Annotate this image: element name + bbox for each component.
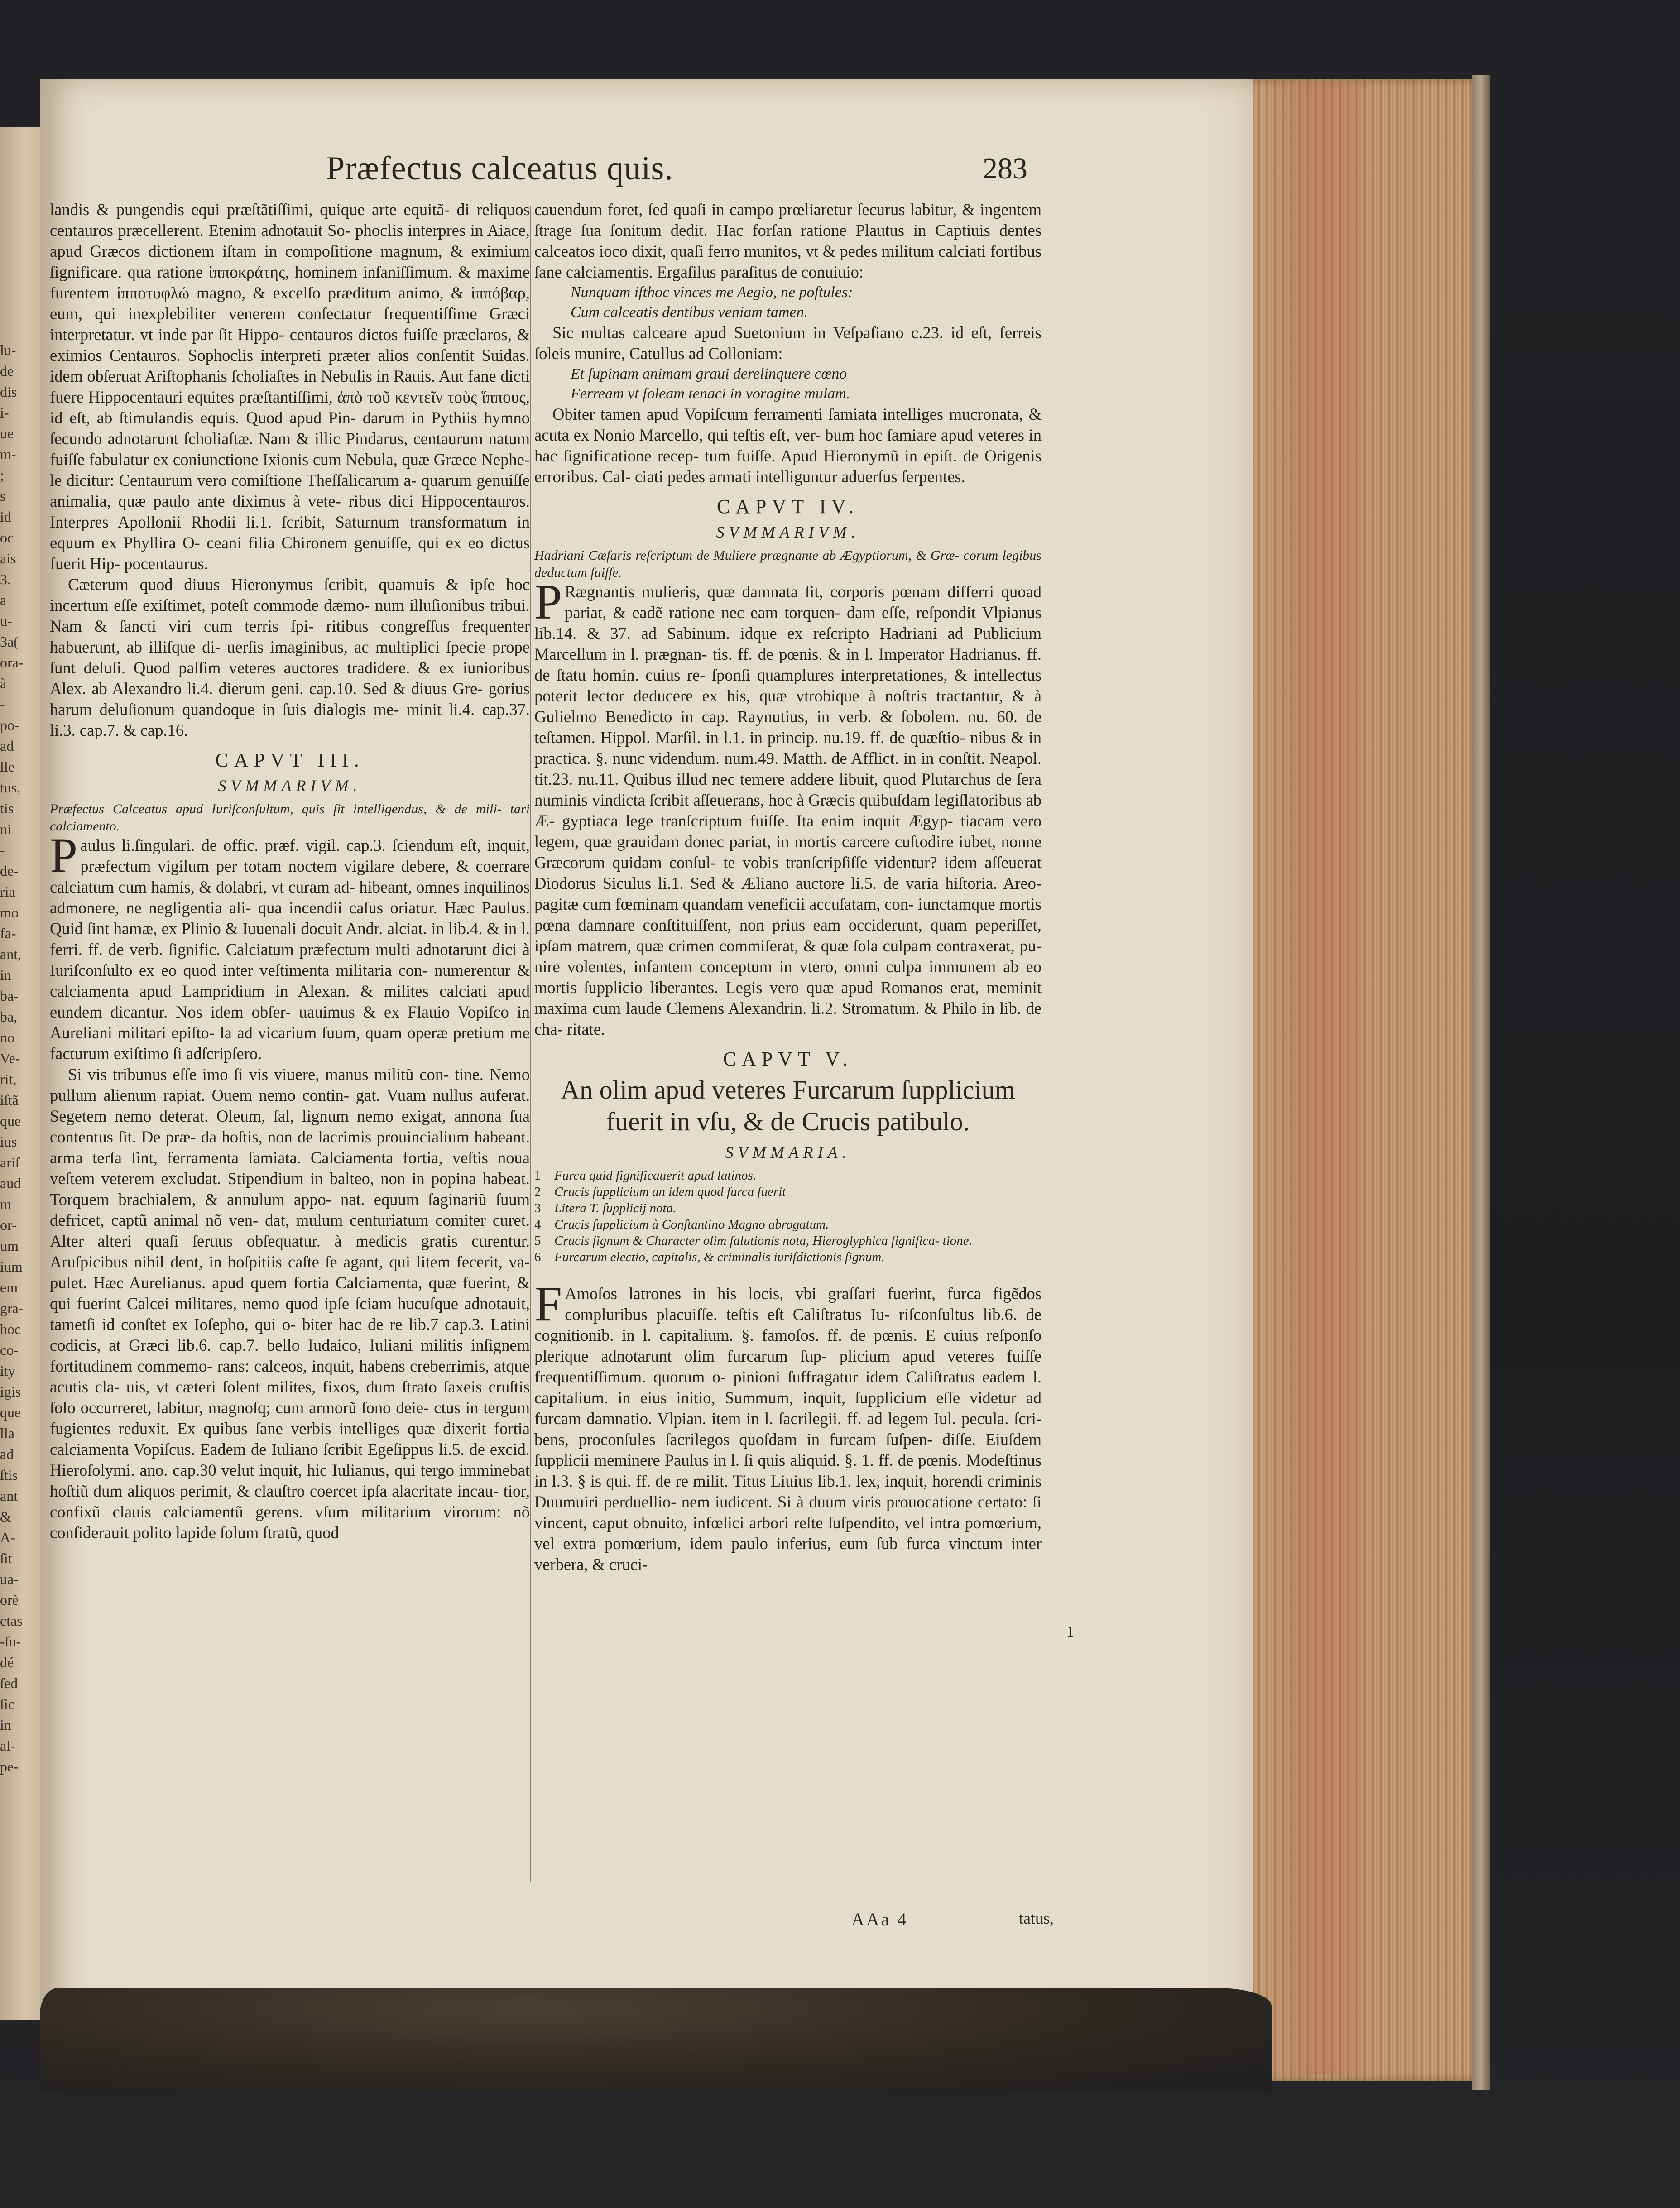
summary-item-text: Crucis ſupplicium an idem quod furca fuerit bbox=[554, 1185, 786, 1199]
paragraph: Si vis tribunus eſſe imo ſi vis viuere, manus militũ con- tine. Nemo pullum alienum rapiat. Ouem nemo contin- gat. Vuam nullus auferat. Segetem nemo deterat. Oleum, ſal, lignum nemo exigat, annona ſua contentus ſit. De præ- da hoſtis, non de lacrimis prouincialium habeant. arma terſa ſint, ferramenta ſamiata. Calciamenta fortia, veſtis noua veſtem veterem excludat. Stipendium in balteo, non in popina habeat. Torquem brachialem, & annulum appo- nat. equum ſaginariũ ſuum defricet, captũ animal nõ ven- dat, mulum centuriatum comiter curet. Alter alteri quaſi ſeruus obſequatur. à medicis gratis curentur. Aruſpicibus nihil dent, in hoſpitiis caſte ſe agant, qui litem fecerit, va- pulet. Hæc Aurelianus. apud quem fortia Calciamenta, quæ fuerint, & qui fuerint Calcei militares, nemo quod ipſe ſciam hucuſque adnotauit, tametſi id conſtet ex Ioſepho, qui o- biter hac de re lib.7 cap.3. Latini codicis, at Græci lib.6. cap.7. bello Iudaico, Iuliani militis inſignem fortitudinem commemo- rans: calceos, inquit, habens creberrimis, atque acutis cla- uis, vt cæteri ſolent milites, fixos, dum ſtrato ſaxeis cruſtis ſolo occurreret, labitur, magnoſq; cum armorũ ſono deie- ctus in tergum fugientes reduxit. Ex quibus ſane verbis intelliges quæ dixerit fortia calciamenta Vopiſcus. Eadem de Iuliano ſcribit Egeſippus li.5. de excid. Hieroſolymi. ano. cap.30 velut inquit, hic Iulianus, qui tergo imminebat hoſtiũ dum aliquos perimit, & clauſtro coercet ipſa alacritate incau- tior, confixũ clauis calciamentũ gerens. vſum militarium virorum: nõ conſiderauit polito lapide ſolum ſtratũ, quod bbox=[50, 1065, 530, 1542]
margin-fragment: Ve- bbox=[0, 1050, 20, 1066]
summary-list-item bbox=[534, 1167, 1042, 1184]
paragraph: cauendum foret, ſed quaſi in campo prœliaretur ſecurus labitur, & ingentem ſtrage ſua ſonitum dedit. Hac forſan ratione Plautus in Captiuis dentes calceatos ioco dixit, quaſi ferro munitos, vt & pedes militum calciati fortibus ſane calciamentis. Ergaſilus paraſitus de conuiuio: bbox=[534, 200, 1042, 281]
margin-fragment: po- bbox=[0, 717, 19, 733]
margin-fragment: ant bbox=[0, 1488, 18, 1504]
chapter-heading: CAPVT III. bbox=[215, 749, 365, 771]
margin-fragment: ; bbox=[0, 467, 4, 483]
margin-fragment: u- bbox=[0, 613, 12, 629]
margin-fragment: a bbox=[0, 592, 7, 608]
summary-list-item bbox=[534, 1249, 1042, 1265]
margin-fragment: or- bbox=[0, 1217, 17, 1233]
margin-fragment: igis bbox=[0, 1383, 21, 1400]
catchword: tatus, bbox=[1019, 1909, 1054, 1927]
margin-fragment: ua- bbox=[0, 1571, 19, 1587]
margin-fragment: in bbox=[0, 1717, 11, 1733]
summary-list-item bbox=[534, 1184, 1042, 1200]
summary-item-text: Litera T. ſupplicij nota. bbox=[554, 1201, 677, 1215]
paragraph: PRægnantis mulieris, quæ damnata ſit, corporis pœnam differri quoad pariat, & eadẽ ratione nec eam torquen- dam eſſe, reſpondit Vlpianus lib.14. & 37. ad Sabinum. idque ex reſcripto Hadriani ad Publicium Marcellum in l. prægnan- tis. ff. de pœnis. & in l. Imperator Hadrianus. ff. de ſtatu homin. cuius re- ſponſi quamplures interpretationes, & intellectus poterit lector deducere ex his, quæ vtrobique à noſtris tractantur, & à Gulielmo Benedicto in cap. Raynutius, in verb. & ſobolem. nu. 60. de teſtamen. Hippol. Marſil. in l.1. in princip. nu.19. ff. de quæſtio- nibus & in practica. §. nunc videndum. num.49. Matth. de Afflict. in in conſtit. Neapol. tit.23. nu.11. Quibus illud nec temere addere libuit, quod Plutarchus de ſera numinis vindicta ſcribit aſſeuerans, hoc à Græcis quibuſdam legiſlatoribus ab Æ- gyptiaca lege tranſcriptum fuiſſe. Ita enim inquit Ægyp- tiacam vero legem, quæ grauidam donec pariat, in mortis carcere cuſtodire iubet, nonne Græcorum quidam conſul- te vobis tranſcripſiſſe videntur? idem aſſeuerat Diodorus Siculus li.1. Sed & Æliano auctore li.5. de varia hiſtoria. Areo- pagitæ cum fœminam quandam veneficii accuſatam, con- iunctamque mortis pœna damnare conſtituiſſent, non prius eam occiderunt, quam peperiſſet, ipſam matrem, quæ crimen commiſerat, & quæ ſola culpam contraxerat, pu- nire volentes, infantem conceptum in vtero, omni culpa immunem ab eo mortis ſupplicio liberantes. Legis vero quæ apud Romanos erat, meminit maxima cum laude Clemens Alexandrin. li.2. Stromatum. & Philo in lib. de cha- ritate. bbox=[534, 574, 1042, 1038]
margin-fragment: lu- bbox=[0, 342, 16, 358]
marginal-note-number: 1 bbox=[1066, 1623, 1074, 1640]
margin-fragment: em bbox=[0, 1279, 18, 1296]
margin-fragment: ſic bbox=[0, 1696, 14, 1712]
summary-text: Hadriani Cæſaris reſcriptum de Muliere prægnante ab Ægyptiorum, & Græ- corum legibus deductum fuiſſe. bbox=[534, 548, 1042, 580]
margin-fragment: ariſ bbox=[0, 1154, 19, 1171]
margin-fragment: ctas bbox=[0, 1613, 23, 1629]
left-column bbox=[50, 199, 530, 1543]
margin-fragment: à bbox=[0, 675, 7, 691]
margin-fragment: dis bbox=[0, 384, 17, 400]
summary-text: Præfectus Calceatus apud Iuriſconſultum, quis ſit intelligendus, & de mili- tari calciamento. bbox=[50, 802, 530, 834]
left-page-margin-text bbox=[0, 340, 40, 1777]
margin-fragment: hoc bbox=[0, 1321, 21, 1337]
chapter-title: An olim apud veteres Furcarum ſupplicium fuerit in vſu, & de Crucis patibulo. bbox=[561, 1075, 1015, 1136]
margin-fragment: rit, bbox=[0, 1071, 17, 1087]
margin-fragment: tus, bbox=[0, 779, 21, 796]
margin-fragment: -ſu- bbox=[0, 1633, 21, 1650]
summary-item-number: 5 bbox=[534, 1234, 541, 1248]
paragraph: Obiter tamen apud Vopiſcum ferramenti ſamiata intelliges mucronata, & acuta ex Nonio Marcello, qui teſtis eſt, ver- bum hoc ſamiare apud veteres in hac ſignificatione recep- tum fuiſſe. Apud Hieronymũ in epiſt. de Origenis erroribus. Cal- ciati pedes armati intelliguntur aduerſus ſerpentes. bbox=[534, 405, 1042, 486]
summary-item-text: Crucis ſignum & Character olim ſalutionis nota, Hieroglyphica ſignifica- tione. bbox=[554, 1234, 972, 1248]
verse-line: Et ſupinam animam graui derelinquere cœno bbox=[571, 365, 847, 382]
margin-fragment: ue bbox=[0, 425, 14, 442]
margin-fragment: ſit bbox=[0, 1550, 12, 1566]
margin-fragment: oc bbox=[0, 529, 14, 546]
margin-fragment: id bbox=[0, 509, 11, 525]
margin-fragment: gra- bbox=[0, 1300, 24, 1316]
page-number: 283 bbox=[983, 152, 1027, 185]
margin-fragment: ius bbox=[0, 1133, 17, 1150]
margin-fragment: ria bbox=[0, 883, 15, 900]
margin-fragment: ium bbox=[0, 1258, 23, 1275]
margin-fragment: A- bbox=[0, 1529, 15, 1546]
margin-fragment: um bbox=[0, 1238, 19, 1254]
summary-item-number: 3 bbox=[534, 1201, 541, 1215]
running-head: Præfectus calceatus quis. bbox=[326, 150, 673, 187]
margin-fragment: m- bbox=[0, 446, 16, 462]
column-rule bbox=[530, 206, 531, 1882]
summary-list-item bbox=[534, 1200, 1042, 1216]
summary-item-number: 1 bbox=[534, 1168, 541, 1183]
margin-fragment: ſed bbox=[0, 1675, 18, 1691]
margin-fragment: fa- bbox=[0, 925, 16, 941]
margin-fragment: ity bbox=[0, 1363, 15, 1379]
margin-fragment: m bbox=[0, 1196, 11, 1212]
margin-fragment: iſtã bbox=[0, 1092, 19, 1108]
summary-heading: SVMMARIVM. bbox=[716, 523, 860, 541]
summary-item-number: 2 bbox=[534, 1185, 541, 1199]
margin-fragment: pe- bbox=[0, 1758, 19, 1775]
margin-fragment: de- bbox=[0, 863, 19, 879]
margin-fragment: orè bbox=[0, 1592, 19, 1608]
fore-edge-red-tint bbox=[1263, 82, 1381, 2074]
margin-fragment: ora- bbox=[0, 654, 24, 671]
paragraph: FAmoſos latrones in his locis, vbi graſſari fuerint, furca figẽdos compluribus placuiſſe. teſtis eſt Caliſtratus Iu- riſconſultus lib.6. de cognitionib. in l. capitalium. §. famoſos. ff. de pœnis. E cuius reſponſo plerique adnotarunt olim furcarum ſup- plicium apud veteres fuiſſe frequentiſſimum. quorum o- pinioni ſuffragatur idem Caliſtratus eadem l. capitalium. in eius initio, Summum, inquit, ſupplicium eſſe videtur ad furcam damnatio. Vlpian. item in l. ſacrilegii. ff. ad legem Iul. pecula. ſcri- bens, proconſules ſacrilegos quoſdam in furcam ſuſpen- diſſe. Eiuſdem ſupplicii meminere Paulus in l. ſi quis aliquid. §. 1. ff. de pœnis. Modeſtinus in l.3. § is qui. ff. de re milit. Titus Liuius lib.1. lex, inquit, horendi criminis Duumuiri perduellio- nem iudicent. Si à duum viris prouocatione certato: ſi vincent, caput obnuito, infœlici arbori reſte ſuſpendito, vel intra pomœrium, vel extra pomœrium, idem paulo inferius, eum ſub furca vinctum inter verbera, & cruci- bbox=[534, 1276, 1042, 1574]
summary-item-number: 4 bbox=[534, 1217, 541, 1232]
margin-fragment: al- bbox=[0, 1738, 15, 1754]
margin-fragment: ba, bbox=[0, 1008, 18, 1025]
signature-mark: AAa 4 bbox=[851, 1909, 908, 1930]
margin-fragment: i- bbox=[0, 404, 9, 421]
margin-fragment: ſtis bbox=[0, 1467, 18, 1483]
margin-fragment: ais bbox=[0, 550, 16, 566]
margin-fragment: s bbox=[0, 488, 6, 504]
margin-fragment: ni bbox=[0, 821, 11, 837]
verse-line: Ferream vt ſoleam tenaci in voragine mulam. bbox=[571, 385, 850, 402]
right-column bbox=[534, 199, 1042, 1575]
verse-line: Nunquam iſthoc vinces me Aegio, ne poſtules: bbox=[571, 284, 853, 301]
summary-list-item bbox=[534, 1233, 1042, 1249]
margin-fragment: ba- bbox=[0, 988, 19, 1004]
paragraph: Sic multas calceare apud Suetonium in Veſpaſiano c.23. id eſt, ferreis ſoleis munire, Catullus ad Colloniam: bbox=[534, 323, 1042, 363]
summary-heading: SVMMARIA. bbox=[725, 1143, 851, 1162]
book-cover-board bbox=[1472, 75, 1490, 2090]
margin-fragment: ad bbox=[0, 738, 14, 754]
summary-list bbox=[534, 1167, 1042, 1265]
chapter-heading: CAPVT IV. bbox=[716, 495, 859, 518]
margin-fragment: ant, bbox=[0, 946, 22, 962]
summary-item-number: 6 bbox=[534, 1250, 541, 1264]
margin-fragment: que bbox=[0, 1404, 21, 1421]
margin-fragment: aud bbox=[0, 1175, 21, 1191]
margin-fragment: 3a( bbox=[0, 634, 19, 650]
summary-heading: SVMMARIVM. bbox=[218, 777, 362, 795]
summary-item-text: Crucis ſupplicium à Conſtantino Magno abrogatum. bbox=[554, 1217, 829, 1232]
margin-fragment: no bbox=[0, 1029, 14, 1046]
margin-fragment: - bbox=[0, 696, 5, 712]
summary-item-text: Furca quid ſignificauerit apud latinos. bbox=[554, 1168, 756, 1183]
left-page-sliver bbox=[0, 127, 41, 2020]
paragraph: Cæterum quod diuus Hieronymus ſcribit, quamuis & ipſe hoc incertum eſſe exiſtimet, poteſt commode dæmo- num illuſionibus tribui. Nam & ſancti viri cum terris ſpi- ritibus congreſſus frequenter habuerunt, ab illiſque di- uerſis imaginibus, ac multiplici ſpecie prope ſunt deluſi. Quod paſſim veteres auctores tradidere. & ex iunioribus Alex. ab Alexandro li.4. dierum geni. cap.10. Sed & diuus Gre- gorius harum deluſionum quandoque in ſuis dialogis me- minit li.4. cap.37. li.3. cap.7. & cap.16. bbox=[50, 575, 530, 739]
margin-fragment: de bbox=[0, 363, 14, 379]
margin-fragment: lla bbox=[0, 1425, 14, 1441]
paragraph: Paulus li.ſingulari. de offic. præf. vigil. cap.3. ſciendum eſt, inquit, præfectum vigilum per totam noctem vigilare debere, & coerrare calciatum cum hamis, & dolabri, vt curam ad- hibeant, omnes inquilinos admonere, ne negligentia ali- qua incendii caſus oriatur. Hæc Paulus. Quid ſint hamæ, ex Plinio & Iuuenali docuit Andr. alciat. in lib.4. & in l. ferri. ff. de verb. ſignific. Calciatum præfectum multi adnotarunt dici à Iuriſconſulto ex eo quod inter veſtimenta militaria con- numerentur & calciamenta apud Lampridium in Alexan. & milites calciati apud eundem dicantur. Nos idem obſer- uauimus & ex Flauio Vopiſco in Aureliani militari epiſto- la ad vicarium ſuum, quam operæ pretium me facturum exiſtimo ſi adſcripſero. bbox=[50, 828, 530, 1063]
margin-fragment: que bbox=[0, 1113, 21, 1129]
margin-fragment: lle bbox=[0, 758, 14, 775]
damaged-page-edge bbox=[40, 1988, 1272, 2092]
margin-fragment: 3. bbox=[0, 571, 11, 587]
margin-fragment: tis bbox=[0, 800, 14, 816]
margin-fragment: co- bbox=[0, 1342, 19, 1358]
margin-fragment: ad bbox=[0, 1446, 14, 1462]
paragraph: landis & pungendis equi præſtãtiſſimi, quique arte equitã- di reliquos centauros præcellerent. Etenim adnotauit So- phoclis interpres in Aiace, apud Græcos dictionem iſtam in compoſitione magnum, & eximium ſignificare. qua ratione ἱπποκράτης, hominem inſaniſſimum. & maxime furentem ἱπποτυφλώ magno, & excelſo præditum animo, & ἱππόβαρ, eum, qui inexplebiliter venerem conſectatur frequentiſſime Græci interpretatur. vt inde par ſit Hippo- centauros dictos fuiſſe præclaros, & eximios Centauros. Sophoclis interpreti præter alios conſentit Suidas. idem obſeruat Ariſtophanis ſcholiaſtes in Nebulis in Rauis. Aut fane dicti fuere Hippocentauri equites præſtantiſſimi, ἀπὸ τοῦ κεντεῖν τοὺς ἵππους, id eſt, ab ſtimulandis equis. Quod apud Pin- darum in Pythiis hymno ſecundo adnotarunt ſcholiaſtæ. Nam & illic Pindarus, centaurum natum fuiſſe fabulatur ex coniunctione Ixionis cum Nebula, quæ Græce Nephe- le dicitur: Centaurum vero comiſtione Theſſalicarum a- quarum genuiſſe animalia, quæ paulo ante diximus à vete- ribus dici Hippocentauros. Interpres Apollonii Rhodii li.1. ſcribit, Saturnum transformatum in equum ex Phyllira O- ceani filia Chironem genuiſſe, qui ex eo dictus fuerit Hip- pocentaurus. bbox=[50, 200, 530, 573]
margin-fragment: dé bbox=[0, 1654, 14, 1670]
margin-fragment: - bbox=[0, 842, 5, 858]
margin-fragment: mo bbox=[0, 904, 19, 921]
verse-line: Cum calceatis dentibus veniam tamen. bbox=[571, 304, 808, 321]
margin-fragment: & bbox=[0, 1508, 11, 1525]
summary-item-text: Furcarum electio, capitalis, & criminalis iuriſdictionis ſignum. bbox=[554, 1250, 885, 1264]
margin-fragment: in bbox=[0, 967, 11, 983]
summary-list-item bbox=[534, 1216, 1042, 1233]
chapter-heading: CAPVT V. bbox=[723, 1048, 853, 1070]
